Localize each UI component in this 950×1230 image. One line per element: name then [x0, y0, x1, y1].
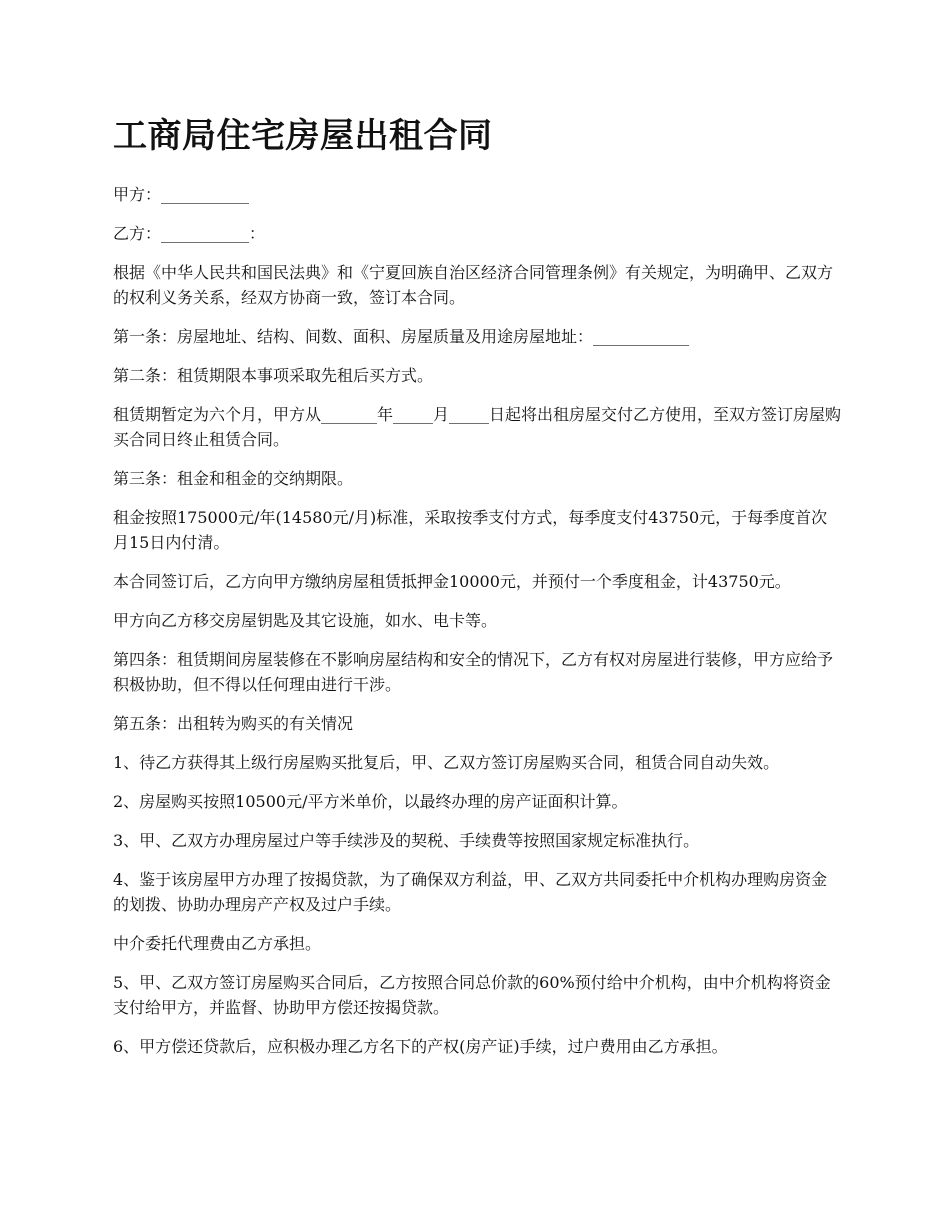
party-b-line: 乙方：___________： [113, 224, 266, 243]
agency-fee-paragraph: 中介委托代理费由乙方承担。 [113, 934, 322, 953]
article-4-paragraph: 第四条：租赁期间房屋装修在不影响房屋结构和安全的情况下，乙方有权对房屋进行装修，甲方应给予积极协助，但不得以任何理由进行干涉。 [113, 650, 834, 694]
clause-6-paragraph: 6、甲方偿还贷款后，应积极办理乙方名下的产权(房产证)手续，过户费用由乙方承担。 [113, 1037, 728, 1056]
handover-paragraph: 甲方向乙方移交房屋钥匙及其它设施，如水、电卡等。 [113, 611, 498, 630]
clause-5-paragraph: 5、甲、乙双方签订房屋购买合同后，乙方按照合同总价款的60%预付给中介机构，由中介机构将资金支付给甲方，并监督、协助甲方偿还按揭贷款。 [113, 973, 831, 1017]
article-1-heading: 第一条：房屋地址、结构、间数、面积、房屋质量及用途房屋地址：____________ [113, 327, 690, 346]
clause-3-paragraph: 3、甲、乙双方办理房屋过户等手续涉及的契税、手续费等按照国家规定标准执行。 [113, 831, 700, 850]
document-body [113, 182, 843, 1059]
deposit-paragraph: 本合同签订后，乙方向甲方缴纳房屋租赁抵押金10000元，并预付一个季度租金，计43750元。 [113, 572, 791, 591]
preamble-paragraph: 根据《中华人民共和国民法典》和《宁夏回族自治区经济合同管理条例》有关规定，为明确甲、乙双方的权利义务关系，经双方协商一致，签订本合同。 [113, 263, 834, 307]
article-5-heading: 第五条：出租转为购买的有关情况 [113, 714, 354, 733]
document-title: 工商局住宅房屋出租合同 [113, 116, 493, 156]
party-a-line: 甲方：___________ [113, 185, 250, 204]
clause-2-paragraph: 2、房屋购买按照10500元/平方米单价，以最终办理的房产证面积计算。 [113, 792, 628, 811]
document-page [113, 112, 843, 1073]
article-3-heading: 第三条：租金和租金的交纳期限。 [113, 469, 354, 488]
clause-4-paragraph: 4、鉴于该房屋甲方办理了按揭贷款，为了确保双方利益，甲、乙双方共同委托中介机构办理购房资金的划拨、协助办理房产产权及过户手续。 [113, 870, 828, 914]
rent-standard-paragraph: 租金按照175000元/年(14580元/月)标准，采取按季支付方式，每季度支付43750元，于每季度首次月15日内付清。 [113, 508, 828, 552]
article-2-heading: 第二条：租赁期限本事项采取先租后买方式。 [113, 366, 434, 385]
lease-term-paragraph: 租赁期暂定为六个月，甲方从_______年_____月_____日起将出租房屋交付乙方使用，至双方签订房屋购买合同日终止租赁合同。 [113, 405, 842, 449]
clause-1-paragraph: 1、待乙方获得其上级行房屋购买批复后，甲、乙双方签订房屋购买合同，租赁合同自动失效。 [113, 753, 780, 772]
